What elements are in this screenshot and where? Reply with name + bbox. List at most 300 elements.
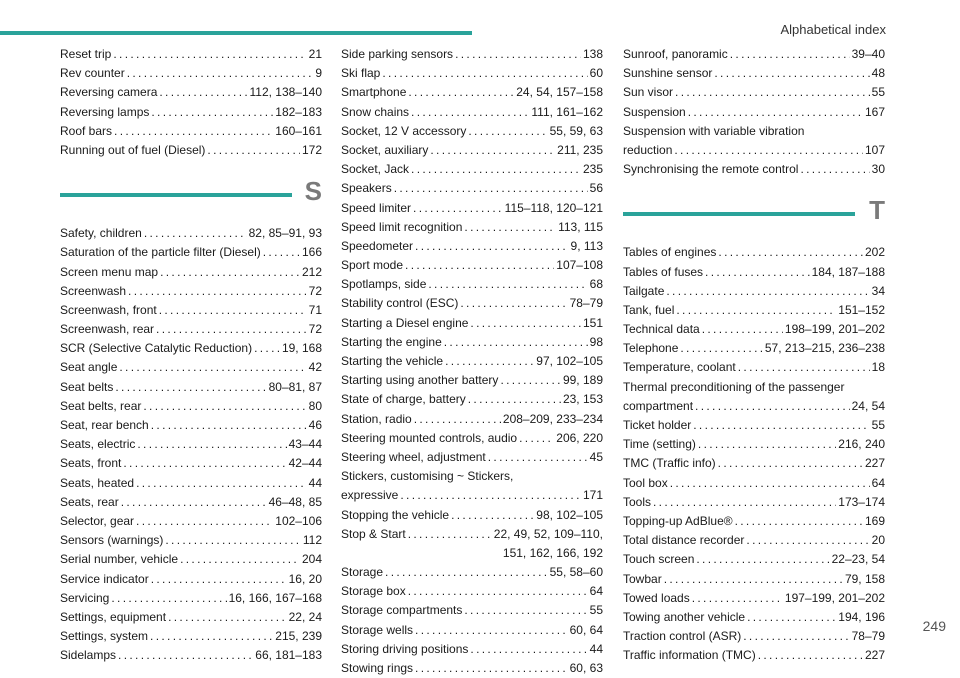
index-entry-label: Time (setting) — [623, 437, 696, 452]
index-entry — [60, 45, 322, 64]
index-entry-label: Stability control (ESC) — [341, 296, 459, 311]
index-entry — [341, 352, 603, 371]
dot-leader — [415, 237, 568, 256]
index-entry-pages: 98, 102–105 — [536, 507, 603, 522]
index-entry — [341, 160, 603, 179]
index-entry — [623, 550, 885, 569]
index-entry-pages: 60 — [589, 66, 603, 81]
dot-leader — [738, 358, 870, 377]
dot-leader — [676, 301, 836, 320]
index-entry — [623, 608, 885, 627]
dot-leader — [405, 256, 554, 275]
index-entry-label: Side parking sensors — [341, 47, 454, 61]
index-entry-pages: 46 — [308, 418, 322, 432]
index-entry-pages: 9, 113 — [570, 238, 603, 253]
index-entry — [623, 627, 885, 646]
page-header-title: Alphabetical index — [780, 22, 886, 37]
dot-leader — [758, 646, 863, 665]
index-entry-label: Traffic information (TMC) — [623, 648, 756, 663]
index-entry — [341, 179, 603, 198]
index-entry-pages: 166 — [301, 245, 322, 260]
index-entry-pages: 66, 181–183 — [255, 648, 322, 663]
index-entry-label: Reversing camera — [60, 85, 158, 100]
index-entry — [623, 45, 885, 64]
index-entry — [341, 199, 603, 218]
dot-leader — [488, 448, 588, 467]
dot-leader — [705, 263, 810, 282]
dot-leader — [653, 493, 836, 512]
dot-leader — [695, 397, 850, 416]
index-entry-pages: 72 — [308, 283, 322, 298]
dot-leader — [519, 429, 554, 448]
index-entry — [623, 397, 885, 416]
dot-leader — [151, 416, 307, 435]
index-entry — [60, 608, 322, 627]
index-entry-pages: 68 — [589, 277, 603, 292]
index-entry-label: Stop & Start — [341, 526, 406, 541]
index-entry — [623, 435, 885, 454]
index-entry-label: compartment — [623, 398, 694, 413]
dot-leader — [160, 263, 300, 282]
index-entry-label: Speed limiter — [341, 200, 412, 215]
dot-leader — [746, 531, 869, 550]
index-entry-label: Reset trip — [60, 47, 112, 61]
dot-leader — [696, 550, 829, 569]
index-entry-label: Tools — [623, 494, 652, 509]
index-entry-pages: 24, 54, 157–158 — [516, 85, 603, 100]
index-entry-pages: 160–161 — [275, 123, 322, 138]
index-entry-pages: 112 — [302, 533, 322, 548]
dot-leader — [718, 243, 863, 262]
index-entry — [623, 103, 885, 122]
index-entry-pages: 78–79 — [569, 296, 603, 311]
index-entry-pages: 64 — [871, 475, 885, 490]
index-entry-label: Stowing rings — [341, 661, 414, 675]
index-entry-label: Speed limit recognition — [341, 219, 463, 234]
index-entry-label: Tank, fuel — [623, 302, 675, 317]
dot-leader — [747, 608, 836, 627]
index-entry — [341, 64, 603, 83]
index-entry-pages: 79, 158 — [844, 571, 885, 586]
index-entry-pages: 43–44 — [288, 437, 322, 452]
index-entry — [341, 103, 603, 122]
index-entry — [341, 141, 603, 160]
index-entry-label: Settings, system — [60, 629, 149, 644]
index-entry-pages: 24, 54 — [851, 398, 885, 413]
index-entry-pages: 182–183 — [275, 104, 322, 119]
index-entry — [60, 435, 322, 454]
dot-leader — [468, 122, 547, 141]
index-entry — [60, 263, 322, 282]
index-entry-label: Smartphone — [341, 85, 407, 100]
index-entry-label: Tables of fuses — [623, 264, 704, 279]
dot-leader — [207, 141, 300, 160]
index-entry-label: Screenwash, rear — [60, 322, 155, 337]
index-entry-pages: 211, 235 — [557, 142, 603, 157]
index-entry-pages: 21 — [308, 47, 322, 61]
dot-leader — [150, 627, 273, 646]
dot-leader — [415, 621, 568, 640]
index-entry — [623, 243, 885, 262]
index-entry-label: Touch screen — [623, 552, 695, 567]
dot-leader — [400, 486, 581, 505]
dot-leader — [415, 659, 568, 678]
index-entry-label: Sun visor — [623, 85, 674, 100]
index-entry-label: Sunshine sensor — [623, 66, 713, 81]
index-entry-pages: 151–152 — [838, 302, 885, 317]
index-entry-pages: 55, 58–60 — [549, 565, 603, 580]
section-letter: T — [869, 195, 885, 226]
dot-leader — [411, 160, 581, 179]
index-entry-label: Stickers, customising ~ Stickers, — [341, 469, 514, 484]
index-entry — [623, 301, 885, 320]
index-entry-pages: 172 — [301, 142, 322, 157]
index-entry-continuation: 151, 162, 166, 192 — [502, 545, 603, 560]
dot-leader — [136, 512, 273, 531]
dot-leader — [674, 141, 863, 160]
index-entry — [623, 416, 885, 435]
index-entry-pages: 46–48, 85 — [268, 494, 322, 509]
index-entry-pages: 206, 220 — [556, 430, 603, 445]
dot-leader — [165, 531, 300, 550]
index-entry-pages: 204 — [301, 552, 322, 567]
index-entry — [60, 454, 322, 473]
index-entry — [341, 333, 603, 352]
index-entry-pages: 22, 49, 52, 109–110, — [493, 526, 603, 541]
index-entry — [623, 320, 885, 339]
index-entry-label: Speedometer — [341, 238, 414, 253]
index-entry-label: Safety, children — [60, 226, 142, 241]
dot-leader — [718, 454, 863, 473]
dot-leader — [118, 646, 253, 665]
index-entry-label: Seat, rear bench — [60, 418, 149, 432]
index-entry-label: Selector, gear — [60, 513, 135, 528]
index-entry — [341, 525, 603, 544]
index-entry-label: Sunroof, panoramic — [623, 47, 728, 61]
section-letter: S — [304, 176, 322, 207]
index-entry-label: Starting the vehicle — [341, 354, 444, 368]
index-entry-label: Speakers — [341, 181, 392, 196]
index-entry-label: Sensors (warnings) — [60, 533, 164, 548]
index-entry — [341, 601, 603, 620]
dot-leader — [800, 160, 869, 179]
dot-leader — [156, 320, 307, 339]
dot-leader — [263, 243, 300, 262]
index-entry-label: Seats, electric — [60, 437, 136, 452]
dot-leader — [127, 64, 314, 83]
dot-leader — [693, 416, 869, 435]
index-entry — [60, 416, 322, 435]
dot-leader — [730, 45, 850, 64]
index-entry — [341, 83, 603, 102]
index-entry — [60, 103, 322, 122]
index-entry-label: Serial number, vehicle — [60, 552, 179, 567]
index-entry-label: Snow chains — [341, 104, 410, 119]
index-entry-label: Seat belts, rear — [60, 398, 142, 413]
index-entry-label: Socket, 12 V accessory — [341, 123, 467, 138]
index-entry-label: Towing another vehicle — [623, 609, 746, 624]
index-entry-pages: 22–23, 54 — [831, 552, 885, 567]
index-entry-label: Synchronising the remote control — [623, 162, 799, 177]
index-entry-label: Seats, heated — [60, 475, 135, 490]
index-entry-label: Service indicator — [60, 571, 149, 586]
index-entry — [341, 314, 603, 333]
index-entry-label: SCR (Selective Catalytic Reduction) — [60, 341, 253, 356]
index-entry-label: Settings, equipment — [60, 609, 167, 624]
index-entry-pages: 171 — [582, 488, 603, 503]
index-entry-label: Screenwash, front — [60, 302, 157, 317]
index-entry-label: Roof bars — [60, 123, 113, 138]
index-entry — [623, 646, 885, 665]
index-entry-pages: 60, 64 — [569, 622, 603, 637]
index-entry — [60, 493, 322, 512]
index-entry-pages: 173–174 — [838, 494, 885, 509]
dot-leader — [254, 339, 280, 358]
index-entry — [60, 589, 322, 608]
index-entry-label: Stopping the vehicle — [341, 507, 450, 522]
index-entry — [623, 160, 885, 179]
index-entry — [341, 563, 603, 582]
section-rule — [60, 193, 292, 197]
index-entry-pages: 42 — [308, 360, 322, 375]
dot-leader — [468, 390, 561, 409]
index-entry — [60, 378, 322, 397]
dot-leader — [692, 589, 783, 608]
index-entry — [60, 512, 322, 531]
dot-leader — [743, 627, 849, 646]
index-entry — [623, 493, 885, 512]
dot-leader — [451, 506, 534, 525]
dot-leader — [664, 570, 843, 589]
index-entry — [60, 531, 322, 550]
index-entry-pages: 169 — [864, 513, 885, 528]
index-entry-pages: 48 — [871, 66, 885, 81]
index-entry-label: Starting using another battery — [341, 373, 499, 388]
index-entry-pages: 208–209, 233–234 — [502, 411, 603, 426]
index-entry-label: Suspension — [623, 104, 686, 119]
dot-leader — [430, 141, 555, 160]
index-entry — [60, 570, 322, 589]
index-entry — [623, 263, 885, 282]
index-entry-pages: 235 — [582, 162, 603, 177]
index-entry-label: Storage box — [341, 584, 406, 599]
index-entry-pages: 78–79 — [851, 629, 885, 644]
dot-leader — [159, 83, 247, 102]
index-entry — [60, 474, 322, 493]
index-entry-pages: 16, 20 — [288, 571, 322, 586]
index-entry-label: Seats, rear — [60, 494, 119, 509]
dot-leader — [675, 83, 870, 102]
index-entry-label: Starting a Diesel engine — [341, 315, 469, 330]
index-entry-label: Technical data — [623, 322, 700, 337]
dot-leader — [119, 358, 306, 377]
dot-leader — [408, 525, 492, 544]
index-entry — [60, 358, 322, 377]
index-entry — [60, 550, 322, 569]
index-entry-label: Ski flap — [341, 66, 381, 81]
index-entry-pages: 227 — [864, 648, 885, 663]
index-entry-label: Ticket holder — [623, 418, 692, 432]
index-entry — [341, 582, 603, 601]
index-entry-pages: 56 — [589, 181, 603, 196]
index-entry — [60, 141, 322, 160]
index-entry — [341, 410, 603, 429]
index-entry-pages: 55 — [871, 418, 885, 432]
index-entry-pages: 64 — [589, 584, 603, 599]
index-entry-pages: 99, 189 — [562, 373, 603, 388]
index-entry-pages: 34 — [871, 283, 885, 298]
index-entry-label: Thermal preconditioning of the passenger — [623, 379, 845, 394]
index-entry-label: Topping-up AdBlue® — [623, 513, 733, 528]
dot-leader — [464, 601, 587, 620]
dot-leader — [464, 218, 556, 237]
index-entry-pages: 44 — [589, 641, 603, 656]
entries-t — [623, 243, 885, 665]
index-entry-pages: 227 — [864, 456, 885, 471]
index-entry-label: Tool box — [623, 475, 668, 490]
dot-leader — [413, 199, 503, 218]
index-entry-label: Sidelamps — [60, 648, 117, 663]
dot-leader — [144, 224, 247, 243]
dot-leader — [408, 582, 588, 601]
index-entry-pages: 22, 24 — [288, 609, 322, 624]
section-rule — [623, 212, 855, 216]
index-entry-label: Tables of engines — [623, 245, 717, 260]
dot-leader — [670, 474, 870, 493]
dot-leader — [445, 352, 534, 371]
index-entry — [60, 320, 322, 339]
dot-leader — [688, 103, 863, 122]
index-entry-label: reduction — [623, 142, 673, 157]
index-entry-pages: 80 — [308, 398, 322, 413]
index-entry — [623, 589, 885, 608]
dot-leader — [735, 512, 863, 531]
index-entry — [60, 627, 322, 646]
index-entry-pages: 111, 161–162 — [531, 104, 603, 119]
index-entry-label: Telephone — [623, 341, 679, 356]
dot-leader — [180, 550, 300, 569]
dot-leader — [385, 563, 548, 582]
dot-leader — [698, 435, 836, 454]
index-entry-label: TMC (Traffic info) — [623, 456, 716, 471]
index-entry-pages: 18 — [871, 360, 885, 375]
index-entry-label: Storage wells — [341, 622, 414, 637]
index-entry — [60, 646, 322, 665]
dot-leader — [444, 333, 588, 352]
index-entry — [60, 83, 322, 102]
index-entry-pages: 151 — [582, 315, 603, 330]
index-entry-label: Steering mounted controls, audio — [341, 430, 518, 445]
index-entry-label: Socket, Jack — [341, 162, 410, 177]
index-entry-pages: 30 — [871, 162, 885, 177]
index-entry-pages: 23, 153 — [562, 392, 603, 407]
dot-leader — [394, 179, 588, 198]
index-entry — [60, 122, 322, 141]
index-entry-pages: 82, 85–91, 93 — [248, 226, 322, 241]
dot-leader — [113, 45, 306, 64]
index-entry-label: Traction control (ASR) — [623, 629, 742, 644]
dot-leader — [455, 45, 581, 64]
dot-leader — [159, 301, 307, 320]
index-entry-label: Seat angle — [60, 360, 118, 375]
dot-leader — [411, 103, 529, 122]
index-entry — [341, 448, 603, 467]
dot-leader — [382, 64, 587, 83]
index-entry — [341, 122, 603, 141]
index-entry — [341, 371, 603, 390]
index-entry-pages: 216, 240 — [838, 437, 885, 452]
index-entry — [623, 474, 885, 493]
entries-s — [60, 224, 322, 665]
index-entry — [341, 429, 603, 448]
index-entry-label: State of charge, battery — [341, 392, 466, 407]
index-entry-pages: 42–44 — [288, 456, 322, 471]
index-entry-label: Storage — [341, 565, 384, 580]
dot-leader — [414, 410, 501, 429]
index-entry — [60, 282, 322, 301]
index-entry-pages: 113, 115 — [558, 219, 603, 234]
index-entry — [60, 397, 322, 416]
index-entry — [341, 390, 603, 409]
index-entry-pages: 215, 239 — [275, 629, 322, 644]
index-entry — [60, 224, 322, 243]
dot-leader — [408, 83, 514, 102]
index-entry-label: Towed loads — [623, 590, 690, 605]
index-entry-label: Sport mode — [341, 258, 404, 273]
index-entry — [341, 275, 603, 294]
index-entry — [623, 531, 885, 550]
entries-r — [60, 45, 322, 160]
index-entry-pages: 55, 59, 63 — [549, 123, 603, 138]
dot-leader — [428, 275, 587, 294]
index-entry-label: Tailgate — [623, 283, 665, 298]
index-entry-pages: 55 — [871, 85, 885, 100]
index-entry-label: Rev counter — [60, 66, 125, 81]
index-entry-label: Seat belts — [60, 379, 114, 394]
index-entry — [60, 64, 322, 83]
dot-leader — [114, 122, 273, 141]
index-entry-pages: 39–40 — [851, 47, 885, 61]
section-header-s — [60, 174, 322, 222]
index-entry — [341, 218, 603, 237]
entries-s-end — [623, 45, 885, 179]
index-entry — [341, 256, 603, 275]
index-entry-label: Storing driving positions — [341, 641, 469, 656]
dot-leader — [137, 435, 286, 454]
index-entry-label: Servicing — [60, 590, 110, 605]
index-entry — [623, 141, 885, 160]
index-entry-pages: 167 — [864, 104, 885, 119]
dot-leader — [666, 282, 869, 301]
index-entry — [341, 45, 603, 64]
index-column-1 — [60, 45, 322, 665]
index-entry — [341, 294, 603, 313]
section-header-t — [623, 193, 885, 241]
index-entry-pages: 102–106 — [275, 513, 322, 528]
dot-leader — [121, 493, 267, 512]
index-entry-label: Running out of fuel (Diesel) — [60, 142, 206, 157]
dot-leader — [128, 282, 307, 301]
index-entry-pages: 138 — [582, 47, 603, 61]
index-entry — [341, 506, 603, 525]
index-entry-label: Steering wheel, adjustment — [341, 449, 486, 464]
dot-leader — [460, 294, 567, 313]
dot-leader — [714, 64, 869, 83]
index-entry-label: Suspension with variable vibration — [623, 123, 805, 138]
index-entry — [623, 339, 885, 358]
index-entry-pages: 80–81, 87 — [268, 379, 322, 394]
index-entry-pages: 107–108 — [556, 258, 603, 273]
